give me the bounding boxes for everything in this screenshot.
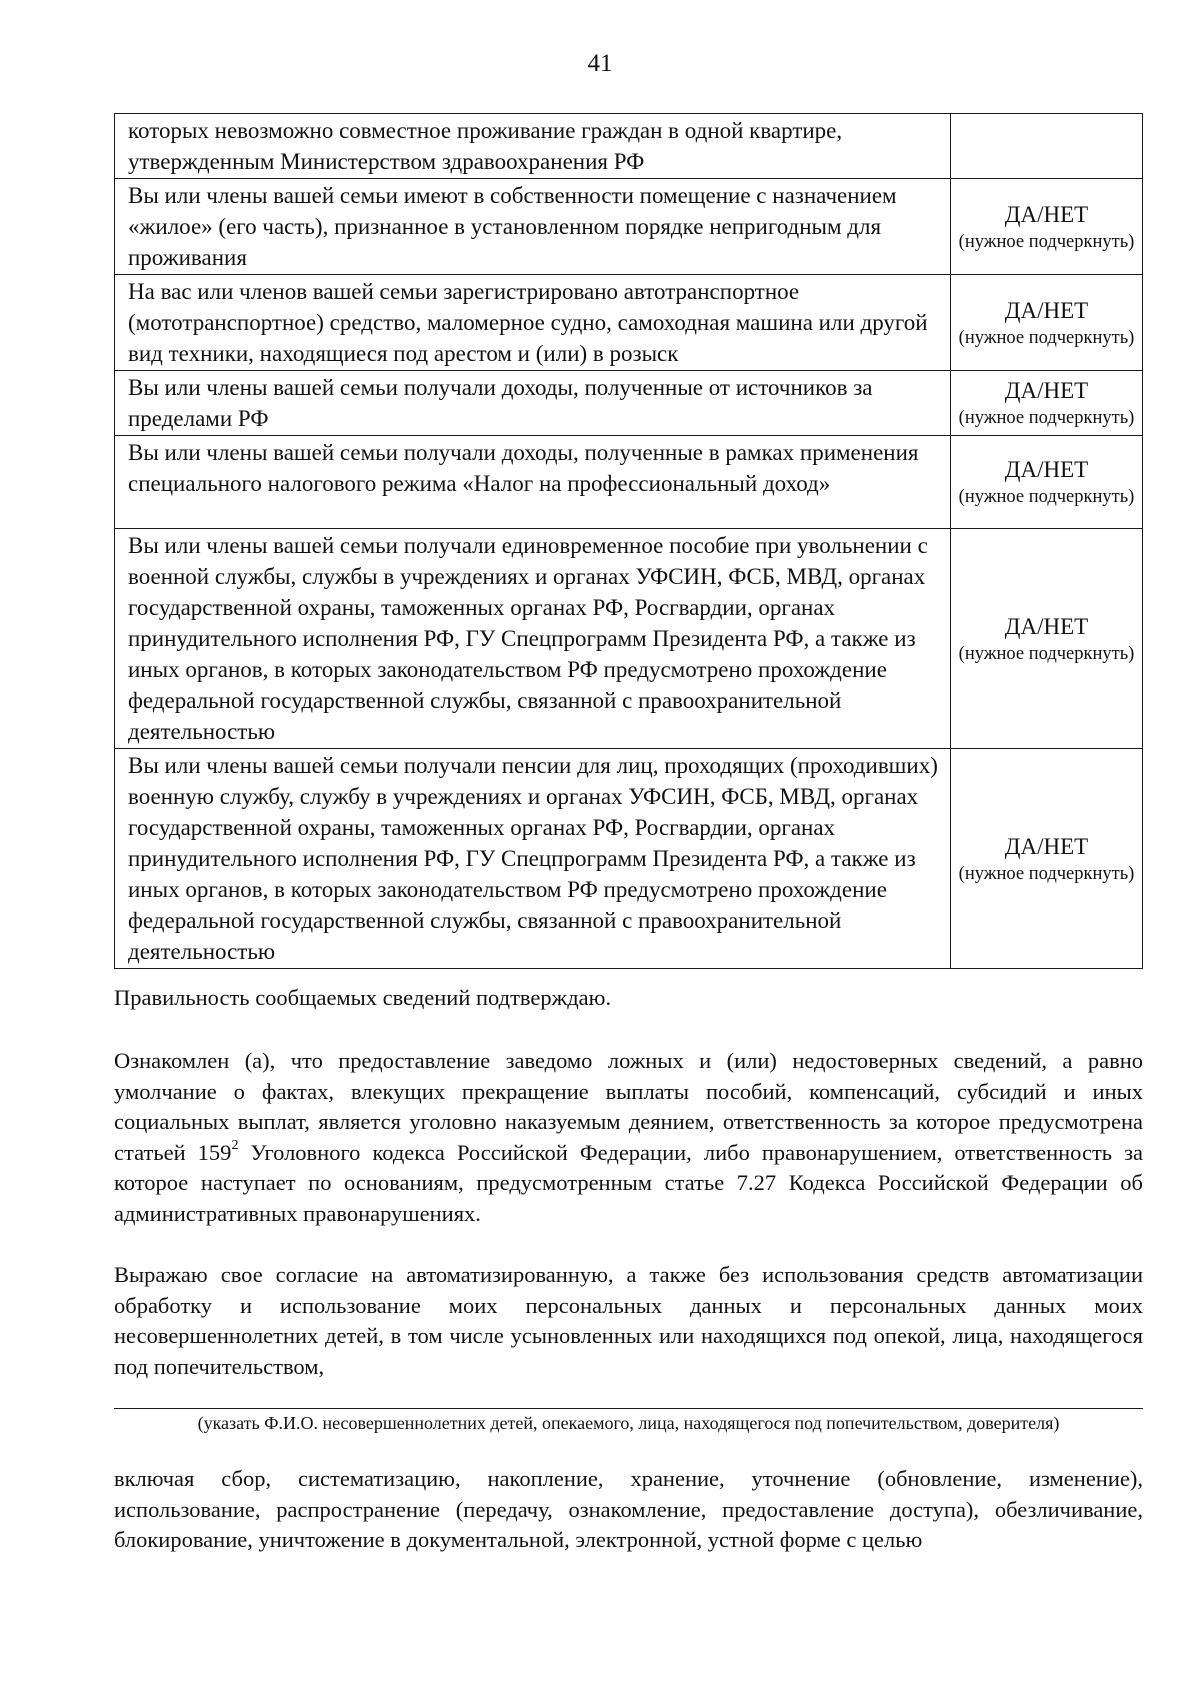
- answer-cell[interactable]: [951, 371, 1143, 436]
- table-row: [115, 114, 1143, 179]
- answer-hint: (нужное подчеркнуть): [958, 863, 1135, 884]
- fill-in-caption: (указать Ф.И.О. несовершеннолетних детей, опекаемого, лица, находящегося под попечительством, доверителя): [197, 1413, 1060, 1433]
- table-row: [115, 275, 1143, 371]
- answer-hint: (нужное подчеркнуть): [958, 487, 1135, 507]
- acknowledgement-paragraph: [114, 1046, 1143, 1229]
- answer-option[interactable]: ДА/НЕТ: [1004, 378, 1089, 403]
- answer-cell[interactable]: [951, 749, 1143, 969]
- question-cell: Вы или члены вашей семьи получали единовременное пособие при увольнении с военной службы, службы в учреждениях и органах УФСИН, ФСБ, МВД, органах государственной охраны, таможенных органах РФ, Росгвардии, органах принудительного исполнения РФ, ГУ Спецпрограмм Президента РФ, а также из иных органов, в которых законодательством РФ предусмотрено прохождение федеральной государственной службы, связанной с правоохранительной деятельностью: [115, 529, 951, 749]
- question-cell: Вы или члены вашей семьи получали доходы, полученные в рамках применения специального налогового режима «Налог на профессиональный доход»: [115, 436, 951, 529]
- question-cell: Вы или члены вашей семьи имеют в собственности помещение с назначением «жилое» (его часть), признанное в установленном порядке непригодным для проживания: [115, 179, 951, 275]
- question-cell: Вы или члены вашей семьи получали доходы, полученные от источников за пределами РФ: [115, 371, 951, 436]
- answer-cell[interactable]: [951, 275, 1143, 371]
- answer-hint: (нужное подчеркнуть): [958, 408, 1135, 428]
- fill-in-line[interactable]: [114, 1408, 1143, 1409]
- answer-hint: (нужное подчеркнуть): [958, 327, 1135, 348]
- acknowledgement-text-continued: Уголовного кодекса Российской Федерации, либо правонарушением, ответственность за которое наступает по основаниям, предусмотренным статье 7.27 Кодекса Российской Федерации об административных правонарушениях.: [114, 1139, 1143, 1226]
- questionnaire-table: [114, 113, 1143, 969]
- answer-option[interactable]: ДА/НЕТ: [1004, 833, 1089, 859]
- answer-cell[interactable]: [951, 529, 1143, 749]
- answer-hint: (нужное подчеркнуть): [958, 643, 1135, 664]
- answer-option[interactable]: ДА/НЕТ: [1004, 457, 1089, 482]
- question-cell: которых невозможно совместное проживание граждан в одной квартире, утвержденным Министерством здравоохранения РФ: [115, 114, 951, 179]
- question-cell: На вас или членов вашей семьи зарегистрировано автотранспортное (мототранспортное) средство, маломерное судно, самоходная машина или другой вид техники, находящиеся под арестом и (или) в розыск: [115, 275, 951, 371]
- article-superscript: 2: [231, 1138, 239, 1153]
- answer-option[interactable]: ДА/НЕТ: [1004, 201, 1089, 227]
- table-row: [115, 436, 1143, 529]
- answer-cell: [951, 114, 1143, 179]
- answer-hint: (нужное подчеркнуть): [958, 231, 1135, 252]
- table-row: [115, 179, 1143, 275]
- table-row: [115, 749, 1143, 969]
- answer-cell[interactable]: [951, 179, 1143, 275]
- confirmation-paragraph: Правильность сообщаемых сведений подтверждаю.: [114, 985, 612, 1010]
- answer-option[interactable]: ДА/НЕТ: [1004, 297, 1089, 323]
- processing-paragraph: включая сбор, систематизацию, накопление, хранение, уточнение (обновление, изменение), использование, распространение (передачу, ознакомление, предоставление доступа), обезличивание, блокирование, уничтожение в документальной, электронной, устной форме с целью: [114, 1466, 1143, 1552]
- answer-option[interactable]: ДА/НЕТ: [1004, 613, 1089, 639]
- table-row: [115, 371, 1143, 436]
- consent-paragraph: Выражаю свое согласие на автоматизированную, а также без использования средств автоматизации обработку и использование моих персональных данных и персональных данных моих несовершеннолетних детей, в том числе усыновленных или находящихся под опекой, лица, находящегося под попечительством,: [114, 1262, 1143, 1379]
- page-number: 41: [587, 50, 613, 77]
- table-row: [115, 529, 1143, 749]
- answer-cell[interactable]: [951, 436, 1143, 529]
- question-cell: Вы или члены вашей семьи получали пенсии для лиц, проходящих (проходивших) военную службу, службу в учреждениях и органах УФСИН, ФСБ, МВД, органах государственной охраны, таможенных органах РФ, Росгвардии, органах принудительного исполнения РФ, ГУ Спецпрограмм Президента РФ, а также из иных органов, в которых законодательством РФ предусмотрено прохождение федеральной государственной службы, связанной с правоохранительной деятельностью: [115, 749, 951, 969]
- acknowledgement-text: Ознакомлен (а), что предоставление заведомо ложных и (или) недостоверных сведений, а равно умолчание о фактах, влекущих прекращение выплаты пособий, компенсаций, субсидий и иных социальных выплат, является уголовно наказуемым деянием, ответственность за которое предусмотрена статьей 159: [114, 1048, 1143, 1165]
